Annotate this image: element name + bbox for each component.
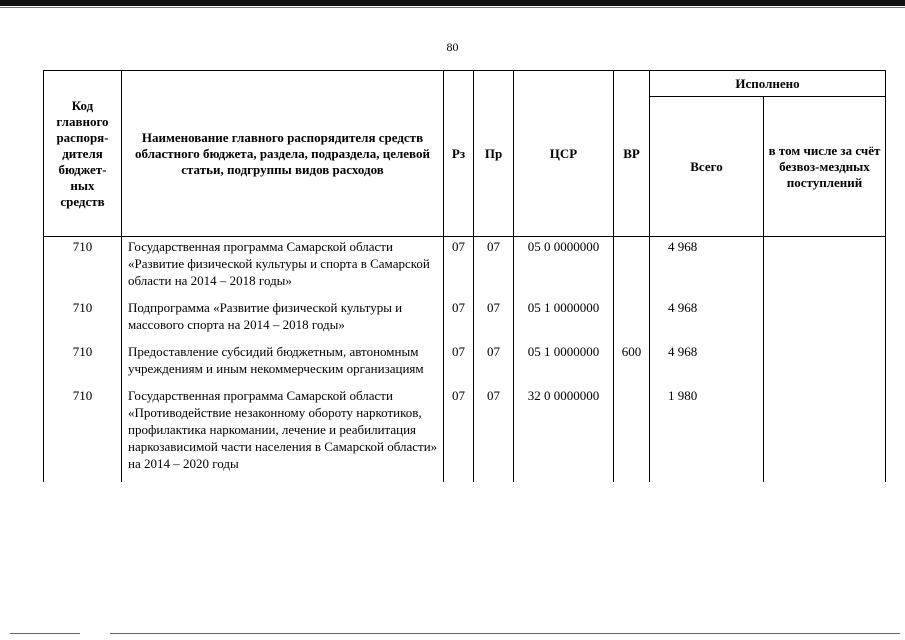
table-row — [44, 343, 886, 387]
cell-vr — [614, 299, 650, 343]
header-vr: ВР — [614, 71, 650, 237]
header-rz: Рз — [444, 71, 474, 237]
cell-rz: 07 — [444, 299, 474, 343]
cell-csr: 32 0 0000000 — [514, 387, 614, 482]
cell-csr: 05 1 0000000 — [514, 343, 614, 387]
cell-pr: 07 — [474, 387, 514, 482]
header-csr: ЦСР — [514, 71, 614, 237]
cell-name: Государственная программа Самарской области «Противодействие незаконному обороту наркотиков, профилактика наркомании, лечение и реабилитация наркозависимой части населения в Самарской области» на 2014 – 2020 годы — [122, 387, 444, 482]
cell-total: 4 968 — [650, 237, 764, 300]
cell-name: Государственная программа Самарской области «Развитие физической культуры и спорта в Самарской области на 2014 – 2018 годы» — [122, 237, 444, 300]
cell-bezvozm — [764, 237, 886, 300]
cell-total: 1 980 — [650, 387, 764, 482]
scan-top-border — [0, 0, 905, 6]
cell-total: 4 968 — [650, 343, 764, 387]
cell-pr: 07 — [474, 343, 514, 387]
cell-name: Предоставление субсидий бюджетным, автономным учреждениям и иным некоммерческим организациям — [122, 343, 444, 387]
cell-rz: 07 — [444, 237, 474, 300]
cell-kod: 710 — [44, 237, 122, 300]
cell-rz: 07 — [444, 343, 474, 387]
table-row — [44, 299, 886, 343]
header-bezvozm: в том числе за счёт безвоз-мездных поступлений — [764, 97, 886, 237]
header-row-1 — [44, 71, 886, 97]
bottom-rule-left — [10, 633, 80, 634]
cell-rz: 07 — [444, 387, 474, 482]
table-row — [44, 387, 886, 482]
cell-bezvozm — [764, 343, 886, 387]
cell-total: 4 968 — [650, 299, 764, 343]
cell-csr: 05 0 0000000 — [514, 237, 614, 300]
cell-vr: 600 — [614, 343, 650, 387]
cell-bezvozm — [764, 387, 886, 482]
cell-name: Подпрограмма «Развитие физической культуры и массового спорта на 2014 – 2018 годы» — [122, 299, 444, 343]
budget-table — [43, 70, 886, 482]
bottom-rule — [110, 633, 900, 634]
cell-csr: 05 1 0000000 — [514, 299, 614, 343]
header-ispolneno: Исполнено — [650, 71, 886, 97]
cell-kod: 710 — [44, 387, 122, 482]
cell-bezvozm — [764, 299, 886, 343]
cell-vr — [614, 237, 650, 300]
cell-vr — [614, 387, 650, 482]
header-name: Наименование главного распорядителя средств областного бюджета, раздела, подраздела, целевой статьи, подгруппы видов расходов — [122, 71, 444, 237]
scan-top-border-thin — [0, 7, 905, 8]
cell-pr: 07 — [474, 299, 514, 343]
cell-kod: 710 — [44, 343, 122, 387]
header-kod: Код главного распоря-дителя бюджет-ных средств — [44, 71, 122, 237]
cell-pr: 07 — [474, 237, 514, 300]
header-vsego: Всего — [650, 97, 764, 237]
header-pr: Пр — [474, 71, 514, 237]
cell-kod: 710 — [44, 299, 122, 343]
page-number: 80 — [446, 40, 459, 54]
table-row — [44, 237, 886, 300]
